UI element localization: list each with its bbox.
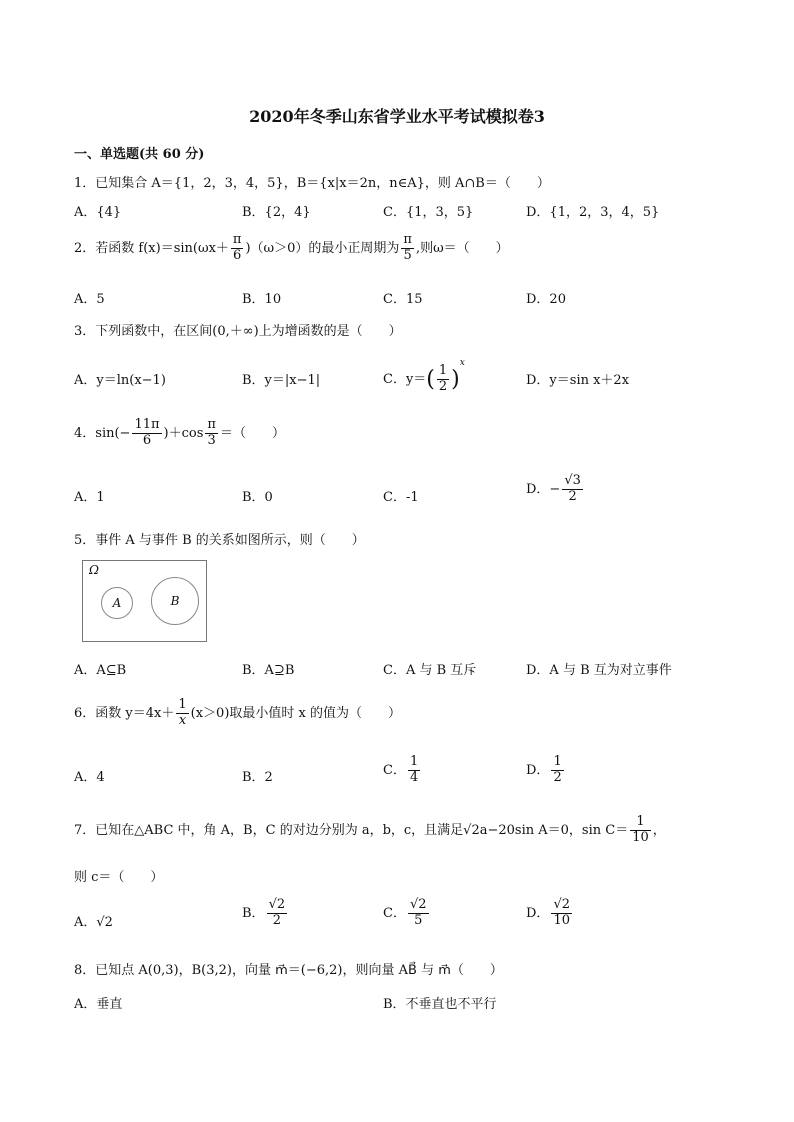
q2-option-b: B．10 — [242, 292, 282, 307]
denominator: 4 — [409, 769, 419, 785]
numerator: π — [207, 417, 216, 432]
numerator: 11π — [134, 417, 160, 432]
question-number: 5． — [74, 533, 96, 548]
q4-option-d — [526, 474, 585, 505]
option-label: D．− — [526, 481, 561, 497]
section-heading: 一、单选题(共 60 分) — [74, 147, 205, 162]
circle-b — [151, 577, 199, 625]
q5-option-a: A．A⊆B — [74, 663, 127, 678]
question-7 — [74, 815, 666, 846]
fraction — [176, 698, 188, 729]
q4-option-c: C．-1 — [383, 490, 419, 505]
numerator: 1 — [409, 754, 419, 769]
fraction — [408, 898, 429, 929]
page-title: 2020年冬季山东省学业水平考试模拟卷3 — [249, 107, 545, 126]
question-number: 2． — [74, 240, 96, 256]
q5-option-c: C．A 与 B 互斥 — [383, 663, 477, 678]
question-number: 3． — [74, 324, 96, 339]
denominator: 2 — [272, 912, 281, 928]
denominator: 5 — [414, 912, 423, 928]
q3-option-c — [383, 358, 465, 395]
question-text: 事件 A 与事件 B 的关系如图所示，则（ ） — [95, 533, 365, 548]
q6-option-b: B．2 — [242, 770, 273, 785]
numerator: √2 — [268, 897, 286, 912]
numerator: √3 — [564, 473, 581, 488]
q3-option-a: A．y＝ln(x−1) — [74, 373, 166, 388]
numerator: 1 — [630, 815, 651, 831]
numerator: π — [403, 232, 412, 247]
question-1 — [74, 172, 550, 191]
exponent: x — [459, 358, 465, 368]
q7-option-a: A．√2 — [74, 915, 113, 930]
q5-option-b: B．A⊇B — [242, 663, 295, 678]
denominator: 2 — [553, 769, 562, 785]
numerator: √2 — [553, 897, 570, 912]
question-text-pre: 已知在△ABC 中，角 A，B，C 的对边分别为 a，b，c，且满足√2a−20sin A＝0，sin C＝ — [95, 822, 629, 838]
option-label: D． — [526, 762, 550, 778]
question-text-mid: )（ω＞0）的最小正周期为 — [245, 240, 400, 256]
q4-option-b: B．0 — [242, 490, 273, 505]
numerator: 1 — [553, 754, 562, 769]
fraction — [551, 755, 563, 786]
q5-option-d: D．A 与 B 互为对立事件 — [526, 663, 672, 678]
question-7-line-2: 则 c＝（ ） — [74, 870, 164, 885]
question-text-pre: sin(− — [95, 425, 131, 441]
q2-option-c: C．15 — [383, 292, 423, 307]
fraction — [205, 418, 218, 449]
fraction — [562, 474, 583, 505]
q6-option-a: A．4 — [74, 770, 105, 785]
question-number: 1． — [74, 176, 96, 191]
circle-a — [101, 587, 133, 619]
option-label: B． — [242, 905, 265, 921]
q7-option-c — [383, 898, 431, 929]
fraction — [408, 755, 420, 786]
denominator: 5 — [403, 247, 412, 263]
numerator: π — [232, 232, 242, 247]
question-text-mid: )＋cos — [163, 425, 204, 441]
question-text: 已知点 A(0,3)，B(3,2)，向量 m⃗＝(−6,2)，则向量 AB⃗ 与 m⃗（ ） — [95, 963, 503, 978]
q3-option-d: D．y＝sin x＋2x — [526, 373, 630, 388]
option-label: C．y＝ — [383, 372, 427, 387]
denominator: x — [178, 712, 187, 728]
option-label: C． — [383, 762, 406, 778]
denominator: 6 — [142, 432, 152, 448]
option-label: C． — [383, 905, 406, 921]
question-text-post: ， — [652, 822, 666, 838]
q2-option-a: A．5 — [74, 292, 105, 307]
numerator: 1 — [438, 363, 448, 379]
q2-option-d: D．20 — [526, 292, 566, 307]
fraction — [437, 364, 449, 395]
fraction — [551, 898, 572, 929]
fraction — [401, 233, 414, 264]
denominator: 10 — [632, 829, 649, 845]
circle-b-label: B — [170, 594, 180, 608]
numerator: 1 — [178, 697, 187, 712]
denominator: 2 — [568, 488, 577, 504]
question-number: 6． — [74, 705, 96, 721]
question-text: 已知集合 A＝{1，2，3，4，5}，B＝{x|x＝2n，n∈A}，则 A∩B＝（ ） — [95, 176, 550, 191]
question-2 — [74, 233, 509, 264]
question-3 — [74, 320, 402, 339]
q6-option-c — [383, 755, 422, 786]
omega-label: Ω — [89, 563, 99, 577]
question-8 — [74, 959, 503, 978]
circle-a-label: A — [112, 596, 122, 610]
q7-option-d — [526, 898, 574, 929]
option-label: D． — [526, 905, 550, 921]
numerator: √2 — [409, 897, 427, 912]
q4-option-a: A．1 — [74, 490, 105, 505]
q1-option-d: D．{1，2，3，4，5} — [526, 205, 660, 220]
q7-option-b — [242, 898, 289, 929]
question-4 — [74, 418, 285, 449]
paren-close: ) — [451, 367, 460, 392]
question-text-post: ＝（ ） — [219, 425, 285, 441]
question-text-pre: 若函数 f(x)＝sin(ωx＋ — [95, 240, 229, 256]
fraction — [630, 815, 651, 846]
denominator: 2 — [438, 379, 448, 394]
question-text-post: (x＞0)取最小值时 x 的值为（ ） — [190, 705, 401, 721]
q8-option-a: A．垂直 — [74, 997, 123, 1012]
question-number: 7． — [74, 822, 96, 838]
q1-option-c: C．{1，3，5} — [383, 205, 474, 220]
fraction — [132, 418, 161, 449]
q1-option-b: B．{2，4} — [242, 205, 311, 220]
q6-option-d — [526, 755, 566, 786]
question-text-post: ,则ω＝（ ） — [415, 240, 509, 256]
fraction — [267, 898, 288, 929]
q1-option-a: A．{4} — [74, 205, 122, 220]
denominator: 6 — [233, 247, 242, 263]
question-text: 下列函数中，在区间(0,＋∞)上为增函数的是（ ） — [95, 324, 402, 339]
venn-diagram — [82, 560, 207, 642]
question-number: 8． — [74, 963, 96, 978]
paren-open: ( — [426, 367, 435, 392]
question-6 — [74, 698, 401, 729]
fraction — [231, 233, 244, 264]
q3-option-b: B．y＝|x−1| — [242, 373, 321, 388]
question-text-pre: 函数 y＝4x＋ — [95, 705, 175, 721]
question-number: 4． — [74, 425, 96, 441]
denominator: 10 — [553, 912, 570, 928]
q8-option-b: B．不垂直也不平行 — [383, 997, 497, 1012]
question-5 — [74, 529, 365, 548]
denominator: 3 — [207, 432, 216, 448]
